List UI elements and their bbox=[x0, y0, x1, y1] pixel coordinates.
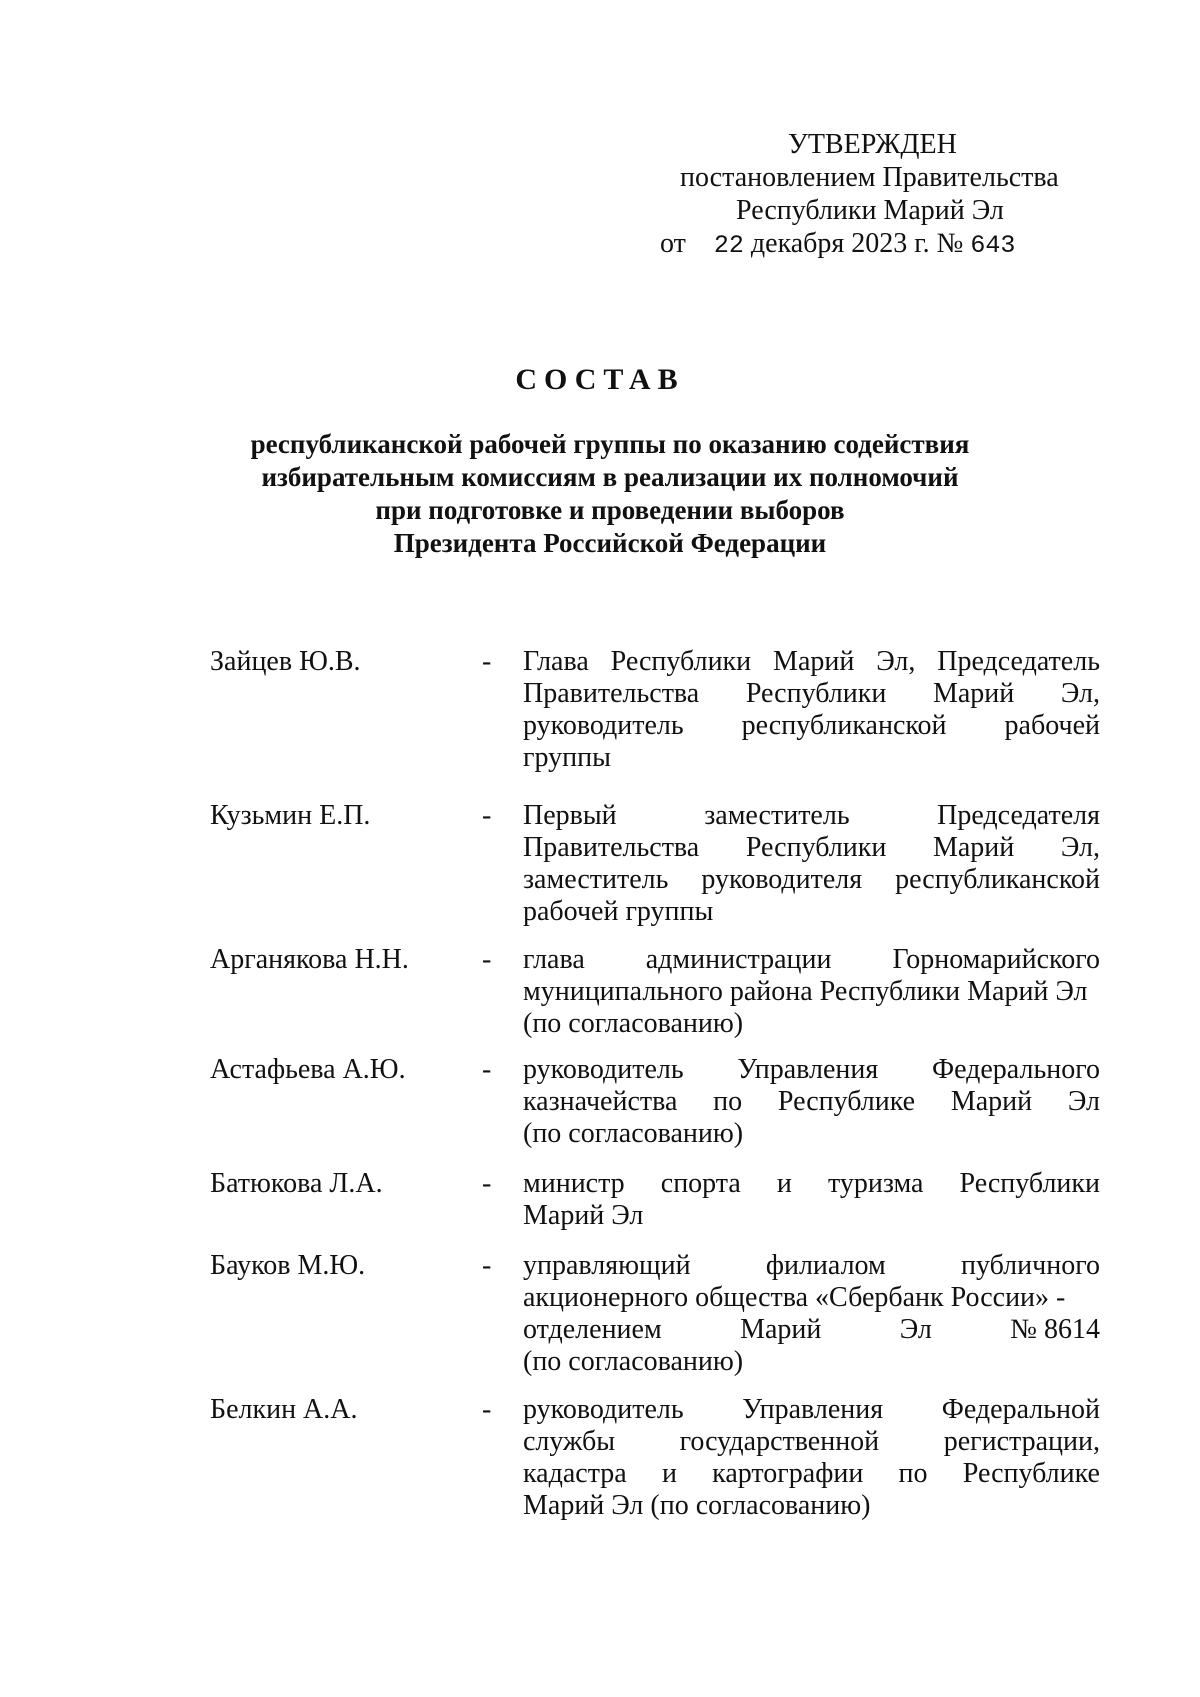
role-line bbox=[523, 1008, 1100, 1040]
date-day: 22 bbox=[713, 231, 744, 260]
role-word: Марий bbox=[740, 1314, 822, 1345]
member-name: Батюкова Л.А. bbox=[210, 1168, 383, 1199]
role-word: туризма bbox=[827, 1168, 924, 1199]
member-name: Белкин А.А. bbox=[210, 1394, 358, 1425]
role-word: службы bbox=[523, 1426, 616, 1457]
role-word: государственной bbox=[679, 1426, 880, 1457]
role-word: республиканской bbox=[741, 710, 947, 741]
role-word: филиалом bbox=[765, 1250, 886, 1281]
role-word: акционерного общества «Сбербанк России» - bbox=[523, 1282, 1066, 1313]
member-name: Зайцев Ю.В. bbox=[210, 646, 361, 677]
role-line bbox=[523, 646, 1100, 678]
role-word: Правительства bbox=[523, 678, 700, 709]
role-word: Марий bbox=[950, 1086, 1033, 1117]
subtitle-line: избирательным комиссиям в реализации их полномочий bbox=[261, 462, 959, 492]
role-word: Эл bbox=[899, 1314, 932, 1345]
role-word: (по согласованию) bbox=[523, 1346, 744, 1377]
role-word: Республики bbox=[745, 678, 887, 709]
role-word: группы bbox=[523, 742, 611, 773]
member-dash: - bbox=[482, 944, 492, 975]
role-word: министр bbox=[523, 1168, 625, 1199]
approval-line-2: постановлением Правительства bbox=[680, 162, 1059, 193]
role-line bbox=[523, 1054, 1100, 1086]
role-word: руководитель bbox=[523, 1054, 684, 1085]
role-word: и bbox=[661, 1458, 677, 1489]
approval-heading: УТВЕРЖДЕН bbox=[788, 129, 957, 160]
role-word: регистрации, bbox=[943, 1426, 1100, 1457]
member-name: Бауков М.Ю. bbox=[210, 1250, 366, 1281]
date-month-year: декабря 2023 г. № bbox=[750, 228, 964, 259]
role-line bbox=[523, 800, 1100, 832]
role-word: № 8614 bbox=[1010, 1314, 1100, 1345]
role-line bbox=[523, 896, 1100, 928]
member-name: Астафьева А.Ю. bbox=[210, 1054, 406, 1085]
member-role bbox=[523, 1168, 1100, 1232]
role-word: республиканской bbox=[895, 864, 1100, 895]
role-word: (по согласованию) bbox=[523, 1008, 744, 1039]
document-title: СОСТАВ bbox=[515, 363, 685, 396]
subtitle-line: Президента Российской Федерации bbox=[393, 528, 827, 558]
role-line bbox=[523, 944, 1100, 976]
role-word: и bbox=[776, 1168, 792, 1199]
role-word: руководитель bbox=[523, 1394, 684, 1425]
role-line bbox=[523, 976, 1100, 1008]
role-word: Республике bbox=[777, 1086, 916, 1117]
role-line bbox=[523, 832, 1100, 864]
member-name: Арганякова Н.Н. bbox=[210, 944, 409, 975]
role-word: картографии bbox=[712, 1458, 864, 1489]
role-line bbox=[523, 864, 1100, 896]
member-dash: - bbox=[482, 1394, 492, 1425]
role-word: (по согласованию) bbox=[523, 1118, 744, 1149]
role-word: руководитель bbox=[523, 710, 684, 741]
role-word: Эл, bbox=[1060, 678, 1100, 709]
role-word: заместитель bbox=[523, 864, 669, 895]
role-word: Марий bbox=[932, 832, 1015, 863]
approval-line-3: Республики Марий Эл bbox=[736, 195, 1004, 226]
role-word: Марий Эл bbox=[523, 1200, 644, 1231]
role-line bbox=[523, 678, 1100, 710]
member-dash: - bbox=[482, 1168, 492, 1199]
role-word: администрации bbox=[645, 944, 832, 975]
member-dash: - bbox=[482, 1054, 492, 1085]
member-dash: - bbox=[482, 646, 492, 677]
role-line bbox=[523, 1458, 1100, 1490]
role-word: муниципального района Республики Марий Эл bbox=[523, 976, 1088, 1007]
role-line bbox=[523, 1490, 1100, 1522]
decree-number: 643 bbox=[970, 231, 1016, 260]
role-word: Федерального bbox=[931, 1054, 1100, 1085]
role-line bbox=[523, 1426, 1100, 1458]
role-word: Управления bbox=[737, 1054, 879, 1085]
approval-date-line bbox=[600, 227, 1120, 260]
role-line bbox=[523, 1086, 1100, 1118]
role-word: Первый bbox=[523, 800, 617, 831]
approval-stamp bbox=[600, 128, 1120, 260]
role-word: Глава bbox=[523, 646, 589, 677]
role-word: Председателя bbox=[937, 800, 1100, 831]
role-word: Управления bbox=[742, 1394, 884, 1425]
role-word: Республике bbox=[962, 1458, 1100, 1489]
role-line bbox=[523, 1118, 1100, 1150]
role-word: рабочей группы bbox=[523, 896, 714, 927]
role-line bbox=[523, 1168, 1100, 1200]
role-line bbox=[523, 710, 1100, 742]
role-word: Горномарийского bbox=[892, 944, 1100, 975]
subtitle-line: республиканской рабочей группы по оказанию содействия bbox=[250, 429, 970, 459]
role-line bbox=[523, 1250, 1100, 1282]
role-word: Эл, bbox=[876, 646, 916, 677]
role-line bbox=[523, 1394, 1100, 1426]
role-word: публичного bbox=[961, 1250, 1100, 1281]
role-line bbox=[523, 1314, 1100, 1346]
member-dash: - bbox=[482, 800, 492, 831]
member-role bbox=[523, 944, 1100, 1040]
member-role bbox=[523, 1394, 1100, 1522]
member-role bbox=[523, 1250, 1100, 1378]
role-word: руководителя bbox=[701, 864, 863, 895]
role-word: Председатель bbox=[937, 646, 1100, 677]
member-name: Кузьмин Е.П. bbox=[210, 800, 371, 831]
role-line bbox=[523, 1346, 1100, 1378]
role-word: по bbox=[713, 1086, 743, 1117]
role-word: отделением bbox=[523, 1314, 662, 1345]
role-word: Республики bbox=[745, 832, 887, 863]
role-word: рабочей bbox=[1004, 710, 1100, 741]
role-word: заместитель bbox=[704, 800, 850, 831]
member-role bbox=[523, 800, 1100, 928]
role-word: глава bbox=[523, 944, 585, 975]
role-word: Республики bbox=[610, 646, 752, 677]
role-word: казначейства bbox=[523, 1086, 678, 1117]
subtitle-line: при подготовке и проведении выборов bbox=[375, 495, 845, 525]
role-word: Марий bbox=[773, 646, 855, 677]
role-line bbox=[523, 1200, 1100, 1232]
role-word: Федеральной bbox=[941, 1394, 1100, 1425]
role-word: Марий Эл (по согласованию) bbox=[523, 1490, 871, 1521]
role-word: Эл bbox=[1067, 1086, 1100, 1117]
member-dash: - bbox=[482, 1250, 492, 1281]
role-word: управляющий bbox=[523, 1250, 691, 1281]
document-subtitle bbox=[180, 428, 1040, 560]
role-word: Республики bbox=[959, 1168, 1100, 1199]
date-prefix: от bbox=[660, 228, 686, 259]
role-word: спорта bbox=[660, 1168, 741, 1199]
role-word: Марий bbox=[932, 678, 1015, 709]
role-line bbox=[523, 1282, 1100, 1314]
role-word: Правительства bbox=[523, 832, 700, 863]
member-role bbox=[523, 1054, 1100, 1150]
role-word: кадастра bbox=[523, 1458, 627, 1489]
member-role bbox=[523, 646, 1100, 774]
role-line bbox=[523, 742, 1100, 774]
role-word: по bbox=[898, 1458, 928, 1489]
role-word: Эл, bbox=[1060, 832, 1100, 863]
